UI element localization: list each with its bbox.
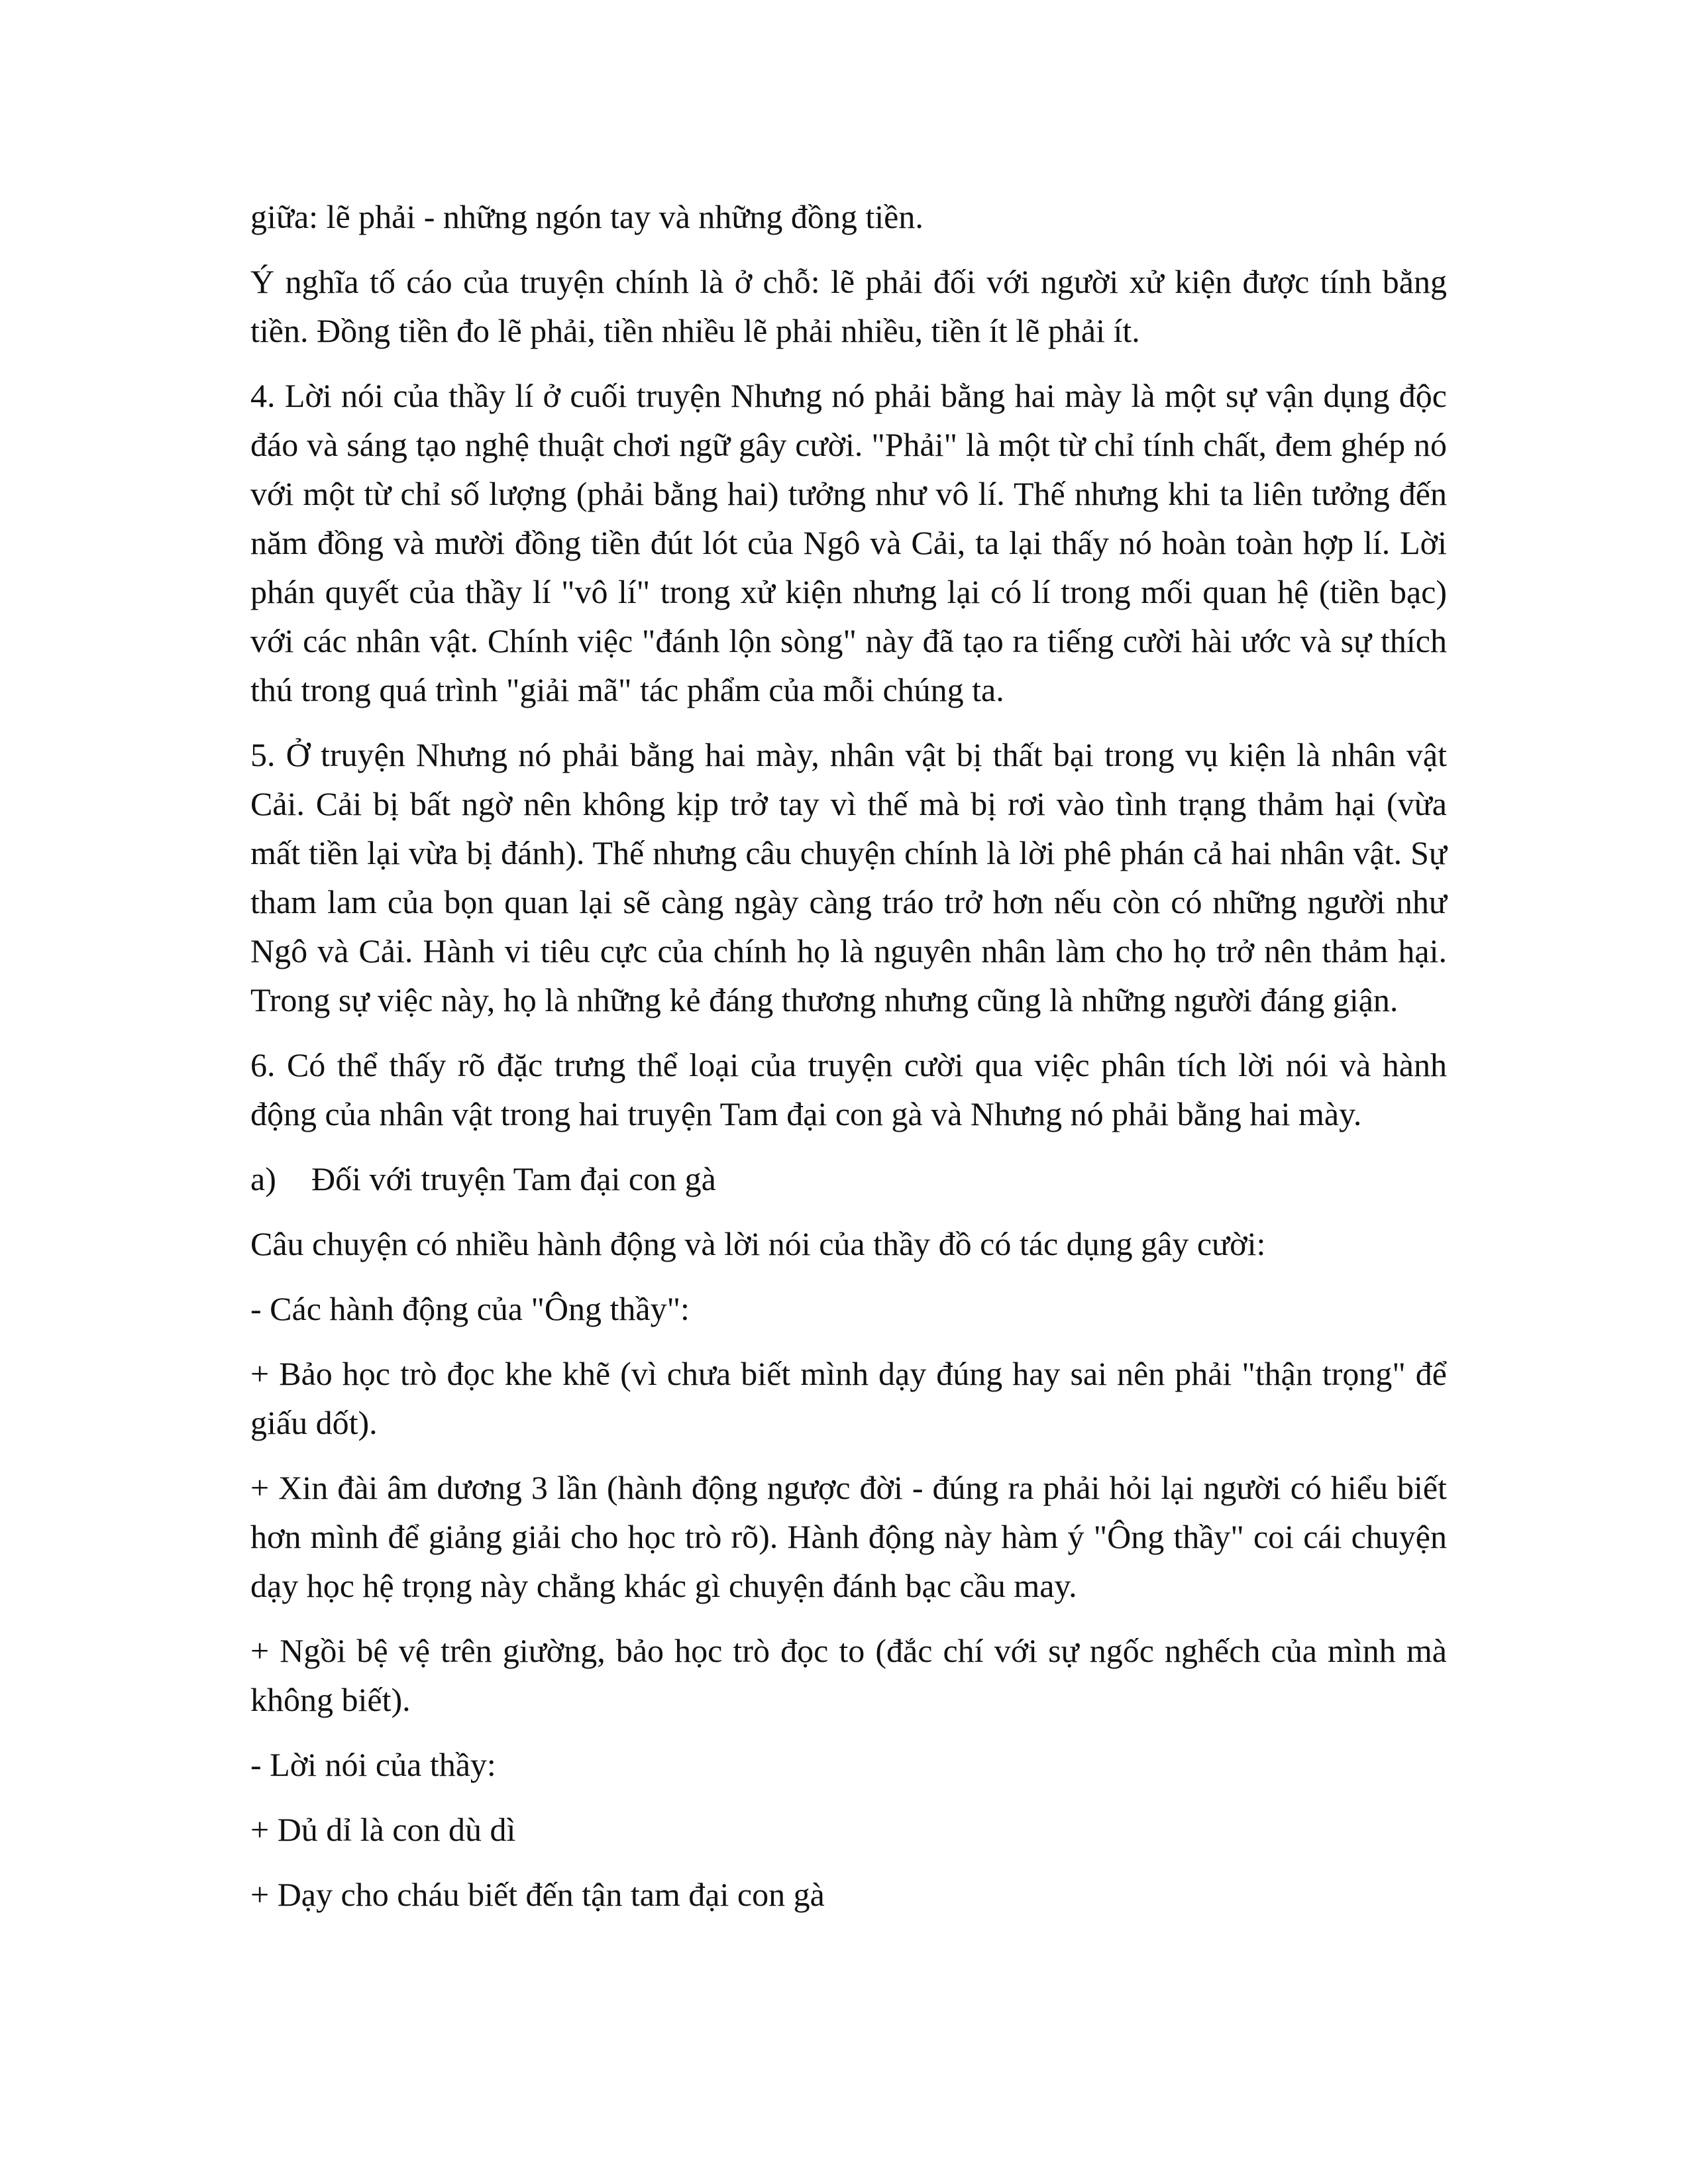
list-item-a-text: Đối với truyện Tam đại con gà [311,1160,716,1197]
paragraph-point-5: 5. Ở truyện Nhưng nó phải bằng hai mày, nhân vật bị thất bại trong vụ kiện là nhân vật Cải. Cải bị bất ngờ nên không kịp trở tay vì thế mà bị rơi vào tình trạng thảm hại (vừa mất tiền lại vừa bị đánh). Thế nhưng câu chuyện chính là lời phê phán cả hai nhân vật. Sự tham lam của bọn quan lại sẽ càng ngày càng tráo trở hơn nếu còn có những người như Ngô và Cải. Hành vi tiêu cực của chính họ là nguyên nhân làm cho họ trở nên thảm hại. Trong sự việc này, họ là những kẻ đáng thương nhưng cũng là những người đáng giận. [250,736,1447,1018]
paragraph-speech-2: + Dạy cho cháu biết đến tận tam đại con gà [250,1876,825,1913]
paragraph-actions-heading: - Các hành động của "Ông thầy": [250,1290,690,1327]
paragraph-speech-1: + Dủ dỉ là con dù dì [250,1811,516,1848]
paragraph-action-1: + Bảo học trò đọc khe khẽ (vì chưa biết mình dạy đúng hay sai nên phải "thận trọng" để giấu dốt). [250,1355,1447,1441]
paragraph-point-6: 6. Có thể thấy rõ đặc trưng thể loại của truyện cười qua việc phân tích lời nói và hành động của nhân vật trong hai truyện Tam đại con gà và Nhưng nó phải bằng hai mày. [250,1046,1447,1132]
paragraph-action-3: + Ngồi bệ vệ trên giường, bảo học trò đọc to (đắc chí với sự ngốc nghếch của mình mà không biết). [250,1632,1447,1718]
paragraph-intro-actions: Câu chuyện có nhiều hành động và lời nói của thầy đồ có tác dụng gây cười: [250,1225,1266,1262]
paragraph-point-4: 4. Lời nói của thầy lí ở cuối truyện Nhưng nó phải bằng hai mày là một sự vận dụng độc đáo và sáng tạo nghệ thuật chơi ngữ gây cười. "Phải" là một từ chỉ tính chất, đem ghép nó với một từ chỉ số lượng (phải bằng hai) tưởng như vô lí. Thế nhưng khi ta liên tưởng đến năm đồng và mười đồng tiền đút lót của Ngô và Cải, ta lại thấy nó hoàn toàn hợp lí. Lời phán quyết của thầy lí "vô lí" trong xử kiện nhưng lại có lí trong mối quan hệ (tiền bạc) với các nhân vật. Chính việc "đánh lộn sòng" này đã tạo ra tiếng cười hài ước và sự thích thú trong quá trình "giải mã" tác phẩm của mỗi chúng ta. [250,377,1447,708]
list-item-a-label: a) [250,1160,276,1197]
list-item-a [250,1154,1447,1203]
paragraph-action-2: + Xin đài âm dương 3 lần (hành động ngược đời - đúng ra phải hỏi lại người có hiểu biết hơn mình để giảng giải cho học trò rõ). Hành động này hàm ý "Ông thầy" coi cái chuyện dạy học hệ trọng này chẳng khác gì chuyện đánh bạc cầu may. [250,1469,1447,1604]
document-body [250,192,1447,1935]
paragraph-continuation: giữa: lẽ phải - những ngón tay và những đồng tiền. [250,198,924,235]
paragraph-meaning: Ý nghĩa tố cáo của truyện chính là ở chỗ: lẽ phải đối với người xử kiện được tính bằng tiền. Đồng tiền đo lẽ phải, tiền nhiều lẽ phải nhiều, tiền ít lẽ phải ít. [250,263,1447,349]
paragraph-speech-heading: - Lời nói của thầy: [250,1746,496,1783]
